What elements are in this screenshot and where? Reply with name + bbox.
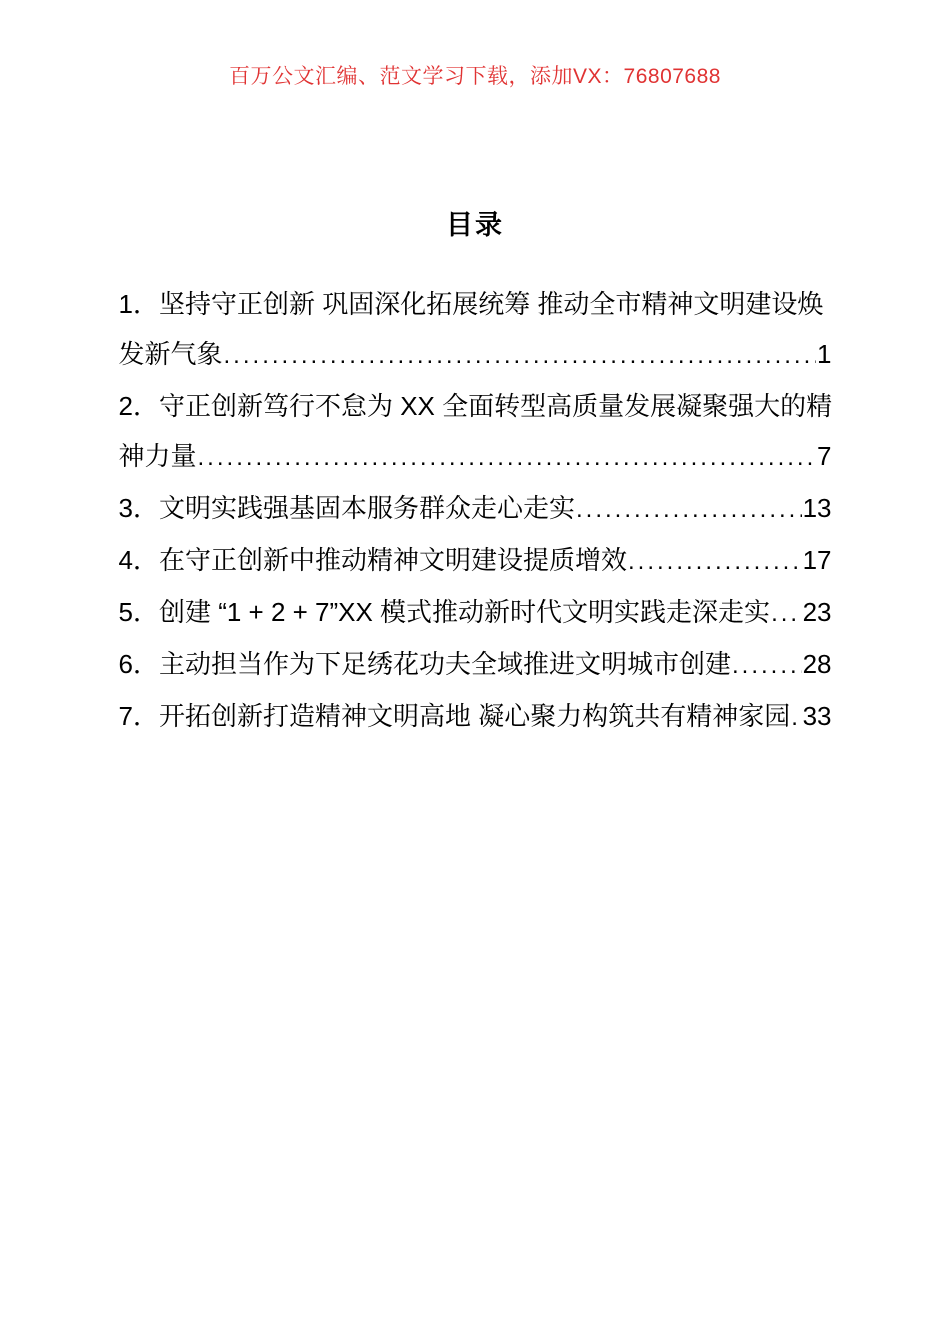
toc-entry-number: 2． (118, 391, 159, 421)
toc-entry-number: 7． (118, 701, 159, 731)
toc-entry-line: 守正创新笃行不怠为 XX 全面转型高质量发展凝聚强大的精 (158, 391, 833, 421)
dot-leader (732, 639, 802, 691)
toc-entry-line: 文明实践强基固本服务群众走心走实 (158, 493, 575, 523)
toc-page-number: 17 (802, 545, 832, 575)
toc-page-number: 1 (817, 339, 832, 369)
toc-entry-text (119, 381, 832, 431)
toc-entry-line: 坚持守正创新 巩固深化拓展统筹 推动全市精神文明建设焕 (158, 289, 824, 319)
toc-entry-number: 3． (118, 493, 159, 523)
toc-entry-6[interactable] (119, 639, 832, 691)
toc-page-number: 23 (802, 597, 832, 627)
toc-entry-1[interactable] (119, 279, 832, 381)
dot-leader (224, 329, 817, 381)
toc-entry-5[interactable] (119, 587, 832, 639)
toc-entry-number: 6． (118, 649, 159, 679)
toc-entry-number: 1． (118, 289, 159, 319)
table-of-contents (119, 279, 832, 743)
toc-page-number: 7 (817, 441, 832, 471)
dot-leader (576, 483, 802, 535)
toc-entry-number: 4． (118, 545, 159, 575)
toc-page-number: 33 (802, 701, 832, 731)
toc-entry-line: 开拓创新打造精神文明高地 凝心聚力构筑共有精神家园 (158, 701, 791, 731)
toc-entry-4[interactable] (119, 535, 832, 587)
toc-entry-line: 发新气象 (118, 339, 223, 369)
dot-leader (628, 535, 802, 587)
toc-page-number: 28 (802, 649, 832, 679)
toc-entry-line: 创建 “1 + 2 + 7”XX 模式推动新时代文明实践走深走实 (158, 597, 771, 627)
toc-page-number: 13 (802, 493, 832, 523)
dot-leader (198, 431, 817, 483)
page-title: 目录 (446, 210, 504, 240)
toc-entry-line: 主动担当作为下足绣花功夫全域推进文明城市创建 (158, 649, 731, 679)
toc-entry-line: 在守正创新中推动精神文明建设提质增效 (158, 545, 627, 575)
toc-entry-text (119, 279, 832, 329)
dot-leader (791, 691, 801, 743)
dot-leader (771, 587, 802, 639)
toc-entry-3[interactable] (119, 483, 832, 535)
toc-entry-line: 神力量 (118, 441, 197, 471)
toc-entry-number: 5． (118, 597, 159, 627)
toc-entry-7[interactable] (119, 691, 832, 743)
header-notice: 百万公文汇编、范文学习下载，添加VX：76807688 (229, 65, 721, 88)
toc-entry-2[interactable] (119, 381, 832, 483)
